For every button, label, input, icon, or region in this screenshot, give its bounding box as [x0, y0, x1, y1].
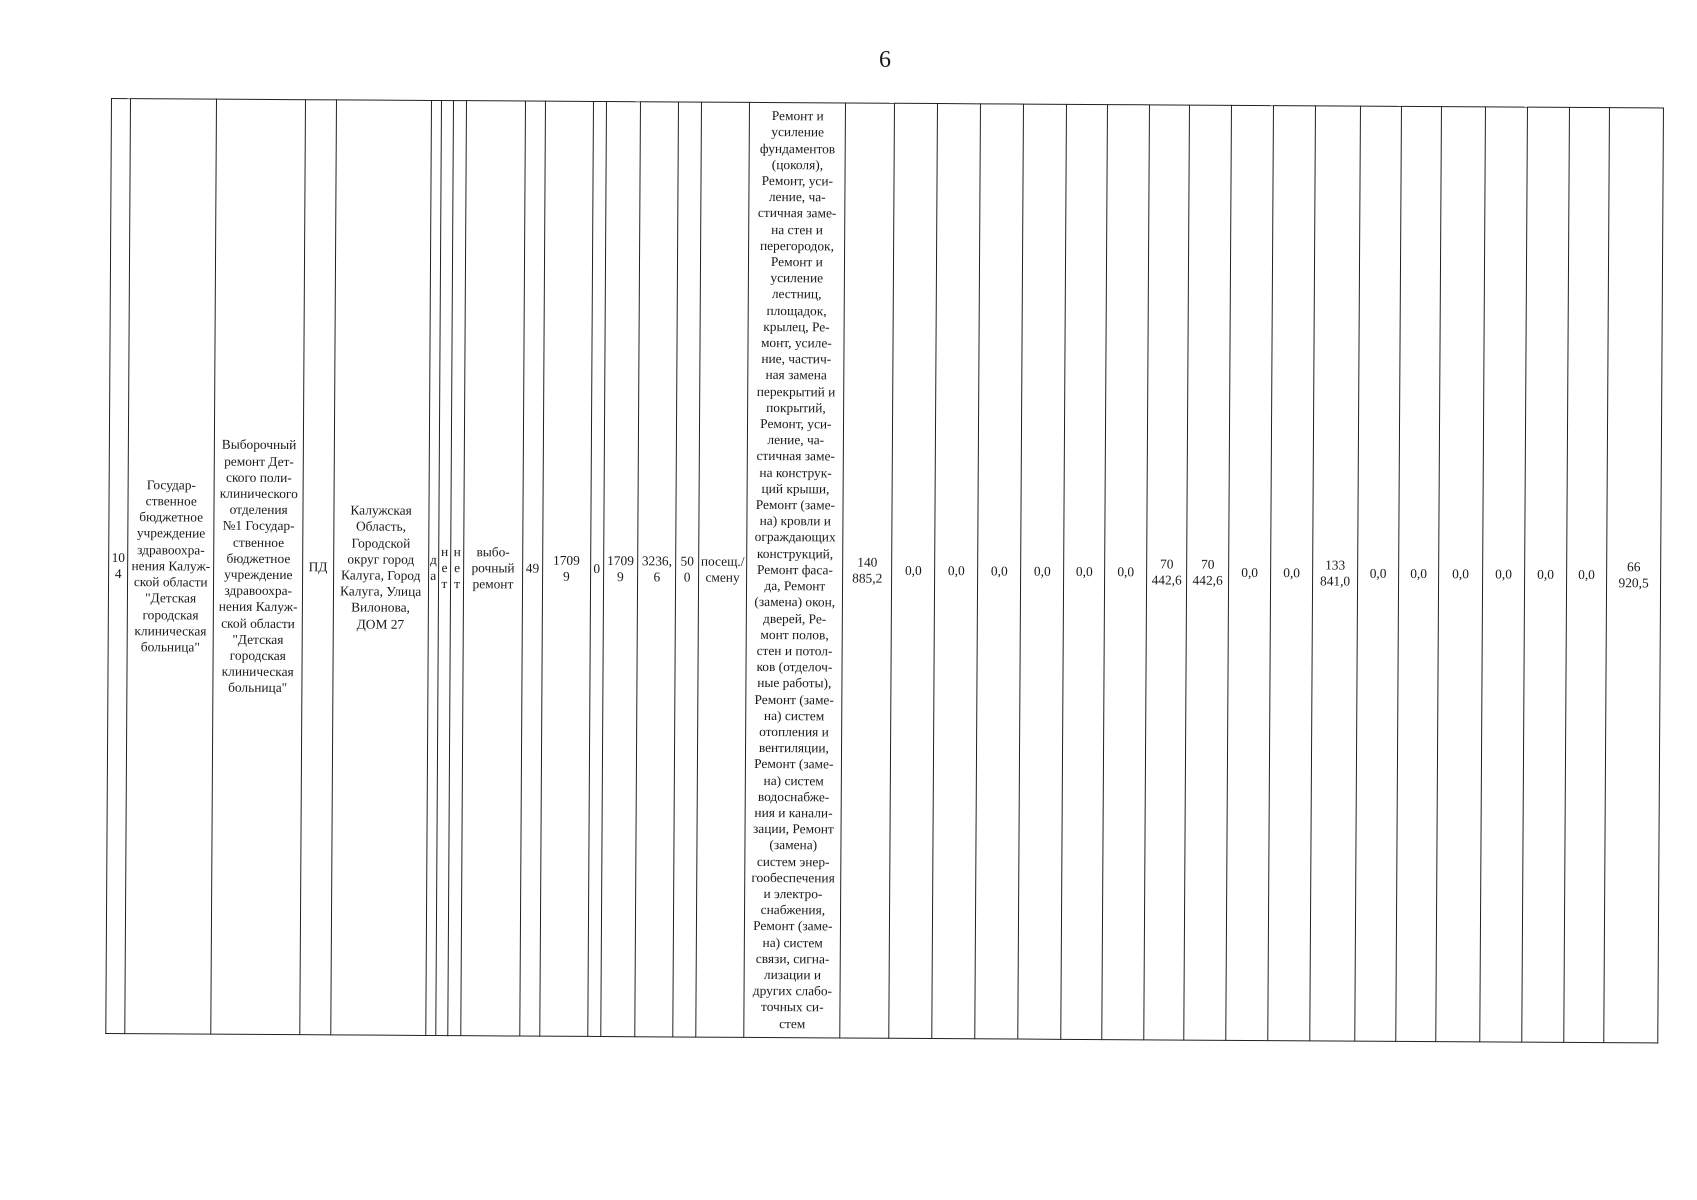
- cell-text-line: учреждение: [136, 525, 206, 542]
- total-cost-cell: [840, 103, 894, 1038]
- cell-text-line: ственное: [145, 493, 197, 509]
- cell-text-line: 0,0: [1117, 564, 1135, 580]
- cell-text-line: 442,6: [1192, 572, 1223, 588]
- cell-text-line: на конструк-: [759, 464, 832, 481]
- cell-text-line: 0,0: [1283, 565, 1301, 581]
- cell-text-line: покрытий,: [766, 399, 826, 416]
- amount-cell: [1604, 108, 1664, 1043]
- cell-text-line: ограждающих: [754, 529, 836, 545]
- cell-text-line: 0,0: [1495, 566, 1512, 582]
- cell-text-line: Ремонт, уси-: [760, 416, 832, 432]
- cell-text-line: 0,0: [1075, 563, 1093, 579]
- amount-cell: [1522, 107, 1569, 1042]
- cell-text-line: 140: [857, 554, 878, 570]
- cell-text-line: Ремонт (заме-: [753, 918, 833, 934]
- cell-text-line: фундаментов: [759, 140, 836, 157]
- cell-text-line: а: [430, 567, 437, 583]
- amount-cell: [1226, 105, 1274, 1040]
- cell-text-line: ния и канали-: [754, 804, 833, 821]
- cell-text-line: лизации и: [763, 966, 822, 983]
- cell-text-line: здравоохра-: [137, 541, 205, 558]
- cell-text-line: Государ-: [146, 477, 196, 493]
- cell-text-line: 0,0: [904, 562, 922, 578]
- cell-text-line: д: [429, 551, 437, 567]
- cell-text-line: ций крыши,: [761, 480, 830, 497]
- cell-text-line: 133: [1325, 557, 1346, 573]
- cell-text-line: водоснабже-: [757, 788, 830, 805]
- cell-text-line: ная замена: [765, 367, 827, 383]
- cell-text-line: е: [441, 559, 448, 575]
- cell-text-line: клиническая: [134, 622, 207, 639]
- cell-text-line: здравоохра-: [224, 582, 293, 599]
- cell-text-line: 70: [1201, 556, 1215, 572]
- cell-text-line: "Детская: [145, 590, 197, 606]
- cell-text-line: нения Калуж-: [131, 558, 211, 574]
- cell-text-line: ремонт Дет-: [224, 453, 294, 469]
- cell-text-line: связи, сигна-: [755, 950, 830, 967]
- cell-text-line: на) кровли и: [759, 513, 831, 529]
- cell-text-line: Ремонт (заме-: [754, 691, 834, 707]
- cell-text-line: 0,0: [1241, 564, 1259, 580]
- document-table-container: [105, 98, 1664, 1043]
- cell-text-line: выбо-: [476, 543, 510, 560]
- cell-text-line: №1 Государ-: [222, 518, 295, 534]
- cell-text-line: 885,2: [852, 570, 883, 586]
- cell-text-line: рочный: [471, 560, 515, 576]
- cell-text-line: 50: [680, 553, 695, 569]
- cell-text-line: ние, частич-: [761, 351, 832, 367]
- cell-text-line: ные работы),: [757, 675, 832, 691]
- value-cell-2: [540, 101, 593, 1036]
- cell-text-line: конструкций,: [756, 545, 834, 562]
- cell-text-line: монт, усиле-: [760, 335, 832, 351]
- amount-cell: [1355, 106, 1401, 1041]
- cell-text-line: 6: [653, 569, 661, 585]
- cell-text-line: городская: [142, 606, 199, 623]
- cell-text-line: клиническая: [221, 663, 294, 680]
- cell-text-line: (замена): [769, 837, 818, 853]
- value-cell-1: 49: [520, 101, 546, 1036]
- cell-text-line: (замена) окон,: [754, 594, 836, 610]
- cell-text-line: 10: [111, 549, 126, 565]
- cell-text-line: Ремонт и: [771, 108, 824, 124]
- cell-text-line: Городской: [351, 535, 411, 551]
- cell-text-line: стичная заме-: [756, 448, 835, 464]
- cell-text-line: 841,0: [1319, 573, 1351, 589]
- cell-text-line: ление, ча-: [767, 432, 825, 448]
- cell-text-line: ремонт: [472, 576, 514, 592]
- cell-text-line: 66: [1626, 559, 1641, 575]
- amount-cell: [1396, 106, 1442, 1041]
- cell-text-line: дверей, Ре-: [763, 610, 827, 626]
- works-list-cell: [744, 102, 846, 1038]
- amount-cell: [1310, 106, 1361, 1041]
- amount-cell: [1018, 104, 1066, 1039]
- cell-text-line: точных си-: [760, 999, 824, 1015]
- cell-text-line: 0,0: [1369, 565, 1387, 581]
- cell-text-line: клинического: [219, 485, 298, 502]
- cell-text-line: 0,0: [1410, 565, 1428, 581]
- cell-text-line: Калуга, Город: [340, 567, 421, 583]
- cell-text-line: Вилонова,: [351, 599, 410, 616]
- cell-text-line: систем энер-: [756, 853, 830, 869]
- cell-text-line: 9: [617, 569, 624, 585]
- amount-cell: [975, 104, 1024, 1039]
- cell-text-line: Ремонт и: [770, 254, 823, 270]
- address-cell: [330, 100, 431, 1036]
- cell-text-line: нения Калуж-: [218, 599, 298, 615]
- amount-cell: [932, 104, 980, 1039]
- repair-type-cell: [461, 101, 525, 1036]
- cell-text-line: ственное: [232, 534, 285, 550]
- cell-text-line: и электро-: [763, 885, 823, 902]
- cell-text-line: 4: [114, 566, 122, 582]
- cell-text-line: стичная заме-: [757, 205, 837, 221]
- cell-text-line: перегородок,: [759, 237, 834, 254]
- amount-cell: [1436, 107, 1485, 1042]
- cell-text-line: Ремонт фаса-: [756, 561, 833, 578]
- cell-text-line: ского поли-: [226, 469, 292, 485]
- amount-cell: [1144, 105, 1190, 1040]
- cell-text-line: 9: [562, 568, 570, 584]
- cell-text-line: гообеспечения: [751, 869, 835, 886]
- cell-text-line: 920,5: [1618, 575, 1649, 591]
- value-cell-4: [600, 102, 640, 1037]
- cell-text-line: 0,0: [1452, 566, 1470, 582]
- cell-text-line: на) систем: [763, 772, 824, 788]
- customer-cell: [125, 99, 217, 1035]
- cell-text-line: 0,0: [1578, 566, 1595, 582]
- cell-text-line: ление, ча-: [768, 189, 826, 205]
- cell-text-line: Ремонт, уси-: [761, 172, 834, 189]
- cell-text-line: е: [454, 559, 461, 576]
- cell-text-line: 442,6: [1151, 572, 1182, 588]
- cell-text-line: округ город: [347, 551, 415, 567]
- cell-text-line: больница": [140, 639, 200, 655]
- cell-text-line: усиление: [771, 124, 825, 140]
- cell-text-line: Ремонт (заме-: [754, 756, 834, 772]
- cell-text-line: зации, Ремонт: [752, 821, 834, 837]
- cell-text-line: 3236,: [641, 553, 673, 569]
- cell-text-line: т: [454, 576, 461, 592]
- cell-text-line: учреждение: [224, 566, 293, 583]
- amount-cell: [1184, 105, 1231, 1040]
- cell-text-line: ков (отделоч-: [756, 659, 833, 675]
- cell-text-line: усиление: [770, 270, 824, 286]
- cell-text-line: Область,: [355, 518, 407, 535]
- cell-text-line: да, Ремонт: [764, 578, 826, 594]
- cell-text-line: ДОМ 27: [356, 616, 405, 632]
- cell-text-line: городская: [229, 647, 286, 664]
- cell-text-line: 0,0: [1033, 563, 1051, 579]
- cell-text-line: вентиляции,: [758, 740, 829, 756]
- cell-text-line: "Детская: [232, 631, 284, 647]
- cell-text-line: перекрытий и: [756, 383, 836, 400]
- cell-text-line: Ремонт (заме-: [755, 497, 836, 513]
- cell-text-line: площадок,: [766, 302, 827, 319]
- cell-text-line: 70: [1160, 556, 1174, 572]
- cell-text-line: снабжения,: [760, 902, 826, 918]
- cell-text-line: отделения: [229, 501, 288, 518]
- cell-text-line: стем: [779, 1015, 806, 1031]
- cell-text-line: отопления и: [759, 723, 829, 740]
- object-name-cell: [211, 99, 306, 1035]
- cell-text-line: монт полов,: [760, 626, 829, 643]
- amount-cell: [1563, 107, 1609, 1042]
- value-cell-5: [635, 102, 679, 1037]
- value-cell-3: 0: [587, 101, 606, 1036]
- amount-cell: [1268, 106, 1315, 1041]
- amount-cell: [1479, 107, 1527, 1042]
- page-number: 6: [879, 47, 891, 73]
- cell-text-line: Калуга, Улица: [339, 583, 422, 600]
- cell-text-line: бюджетное: [139, 509, 204, 525]
- cell-text-line: 0,0: [1537, 566, 1554, 582]
- cell-text-line: посещ./: [700, 553, 745, 569]
- cell-text-line: 1709: [552, 552, 580, 568]
- cell-text-line: 0,0: [947, 563, 965, 579]
- amount-cell: [889, 103, 938, 1038]
- cell-text-line: смену: [705, 569, 740, 585]
- cell-text-line: крылец, Ре-: [763, 318, 830, 335]
- cell-text-line: на) систем: [762, 934, 823, 950]
- cell-text-line: ской области: [221, 615, 295, 631]
- cell-text-line: 1709: [607, 552, 634, 568]
- cell-text-line: бюджетное: [226, 550, 291, 566]
- cell-text-line: 0: [683, 569, 691, 585]
- cell-text-line: т: [441, 576, 448, 592]
- table-row: [106, 99, 1664, 1043]
- cell-text-line: Выборочный: [221, 437, 297, 453]
- cell-text-line: Калужская: [350, 502, 412, 519]
- cell-text-line: н: [453, 543, 461, 559]
- document-table: [105, 98, 1664, 1043]
- cell-text-line: других слабо-: [752, 983, 833, 999]
- amount-cell: [1061, 104, 1108, 1039]
- cell-text-line: больница": [228, 680, 288, 696]
- cell-text-line: стен и потол-: [756, 642, 833, 659]
- cell-text-line: ской области: [133, 574, 208, 590]
- document-type-cell: ПД: [300, 100, 336, 1035]
- cell-text-line: 0,0: [990, 563, 1008, 579]
- unit-cell: [696, 102, 750, 1037]
- cell-text-line: лестниц,: [771, 286, 822, 302]
- amount-cell: [1102, 105, 1149, 1040]
- cell-text-line: н: [440, 543, 449, 559]
- cell-text-line: на) систем: [763, 707, 825, 724]
- cell-text-line: на стен и: [771, 221, 824, 237]
- cell-text-line: (цоколя),: [771, 156, 824, 173]
